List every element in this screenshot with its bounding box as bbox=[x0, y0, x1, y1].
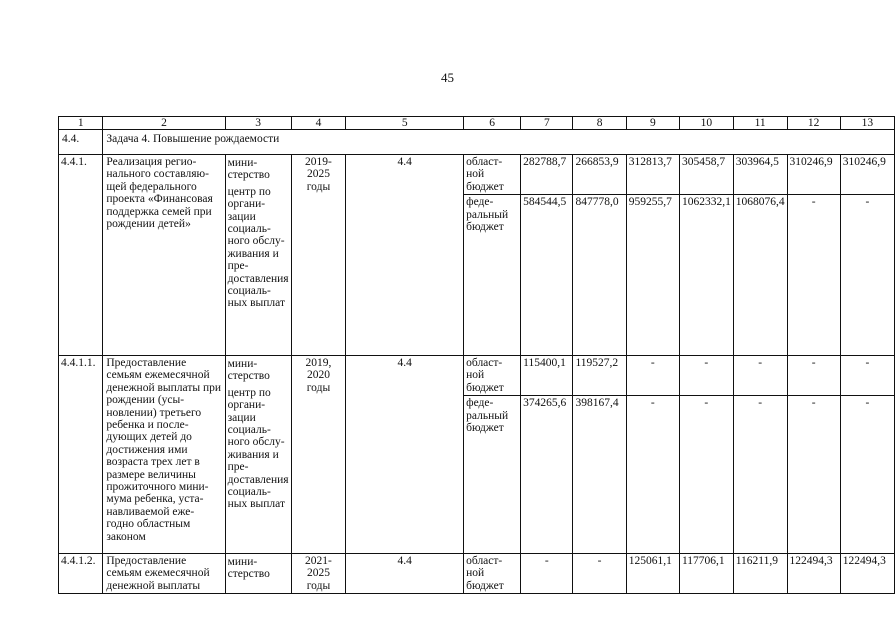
row-code: 4.4.1.2. bbox=[59, 554, 103, 594]
row-name: Реализация регио-нального составляю-щей федерального проекта «Финансовая поддержка семей при рождении детей» bbox=[103, 155, 225, 356]
budget-value: - bbox=[787, 396, 840, 554]
executor-center: центр по органи-зации социаль-ного обслу-живания и пре-доставления социаль-ных выплат bbox=[227, 386, 289, 511]
budget-value: 959255,7 bbox=[626, 195, 679, 356]
budget-value: 398167,4 bbox=[573, 396, 626, 554]
task-title: Задача 4. Повышение рождаемости bbox=[103, 130, 895, 155]
budget-value: - bbox=[573, 554, 626, 594]
col-header: 13 bbox=[840, 117, 894, 130]
budget-source: област-ной бюджет bbox=[464, 554, 521, 594]
budget-source: област-ной бюджет bbox=[464, 155, 521, 195]
program-table bbox=[58, 116, 895, 594]
row-executor bbox=[225, 356, 291, 554]
budget-value: 115400,1 bbox=[521, 356, 573, 396]
task-row bbox=[59, 130, 895, 155]
row-years: 2019-2025 годы bbox=[291, 155, 346, 356]
col-header: 9 bbox=[626, 117, 679, 130]
budget-value: - bbox=[733, 396, 787, 554]
budget-value: - bbox=[733, 356, 787, 396]
col-header: 6 bbox=[464, 117, 521, 130]
row-code: 4.4.1.1. bbox=[59, 356, 103, 554]
row-executor bbox=[225, 554, 291, 594]
budget-value: - bbox=[626, 356, 679, 396]
page-number: 45 bbox=[441, 70, 454, 85]
col-header: 12 bbox=[787, 117, 840, 130]
budget-value: 1062332,1 bbox=[679, 195, 733, 356]
task-code: 4.4. bbox=[59, 130, 103, 155]
col-header: 7 bbox=[521, 117, 573, 130]
budget-value: 119527,2 bbox=[573, 356, 626, 396]
budget-source: феде-ральный бюджет bbox=[464, 195, 521, 356]
row-years: 2021-2025 годы bbox=[291, 554, 346, 594]
budget-source: област-ной бюджет bbox=[464, 356, 521, 396]
col-header: 5 bbox=[346, 117, 464, 130]
table-row bbox=[59, 155, 895, 195]
budget-value: 305458,7 bbox=[679, 155, 733, 195]
budget-value: 116211,9 bbox=[733, 554, 787, 594]
budget-value: - bbox=[787, 195, 840, 356]
budget-value: 1068076,4 bbox=[733, 195, 787, 356]
col-header: 1 bbox=[59, 117, 103, 130]
budget-value: - bbox=[840, 396, 894, 554]
executor-ministry: мини-стерство bbox=[227, 157, 270, 182]
table-row bbox=[59, 356, 895, 396]
executor-center: центр по органи-зации социаль-ного обслу-живания и пре-доставления социаль-ных выплат bbox=[227, 185, 289, 310]
col-header: 8 bbox=[573, 117, 626, 130]
budget-value: 266853,9 bbox=[573, 155, 626, 195]
budget-source: феде-ральный бюджет bbox=[464, 396, 521, 554]
table-row bbox=[59, 554, 895, 594]
row-indicator: 4.4 bbox=[346, 554, 464, 594]
budget-value: - bbox=[626, 396, 679, 554]
col-header: 10 bbox=[679, 117, 733, 130]
budget-value: 117706,1 bbox=[679, 554, 733, 594]
column-number-row bbox=[59, 117, 895, 130]
budget-value: 122494,3 bbox=[840, 554, 894, 594]
row-code: 4.4.1. bbox=[59, 155, 103, 356]
row-name: Предоставление семьям ежемесячной денежной выплаты bbox=[103, 554, 225, 594]
budget-value: 310246,9 bbox=[840, 155, 894, 195]
col-header: 4 bbox=[291, 117, 346, 130]
col-header: 3 bbox=[225, 117, 291, 130]
budget-value: - bbox=[679, 356, 733, 396]
col-header: 2 bbox=[103, 117, 225, 130]
budget-value: 584544,5 bbox=[521, 195, 573, 356]
col-header: 11 bbox=[733, 117, 787, 130]
budget-value: 125061,1 bbox=[626, 554, 679, 594]
row-name: Предоставление семьям ежемесячной денежной выплаты при рождении (усы-новлении) третьего ребенка и после-дующих детей до достижения ими возраста трех лет в размере величины прожиточного мини-мума ребенка, уста-навливаемой еже-годно областным законом bbox=[103, 356, 225, 554]
budget-value: - bbox=[679, 396, 733, 554]
budget-value: 122494,3 bbox=[787, 554, 840, 594]
budget-value: - bbox=[840, 195, 894, 356]
executor-ministry: мини-стерство bbox=[227, 358, 270, 383]
budget-value: - bbox=[840, 356, 894, 396]
budget-value: 312813,7 bbox=[626, 155, 679, 195]
budget-value: - bbox=[787, 356, 840, 396]
budget-value: 847778,0 bbox=[573, 195, 626, 356]
budget-value: 303964,5 bbox=[733, 155, 787, 195]
budget-value: 282788,7 bbox=[521, 155, 573, 195]
row-years: 2019, 2020 годы bbox=[291, 356, 346, 554]
row-executor bbox=[225, 155, 291, 356]
budget-value: - bbox=[521, 554, 573, 594]
executor-ministry: мини-стерство bbox=[227, 556, 270, 581]
budget-value: 374265,6 bbox=[521, 396, 573, 554]
row-indicator: 4.4 bbox=[346, 155, 464, 356]
row-indicator: 4.4 bbox=[346, 356, 464, 554]
budget-value: 310246,9 bbox=[787, 155, 840, 195]
